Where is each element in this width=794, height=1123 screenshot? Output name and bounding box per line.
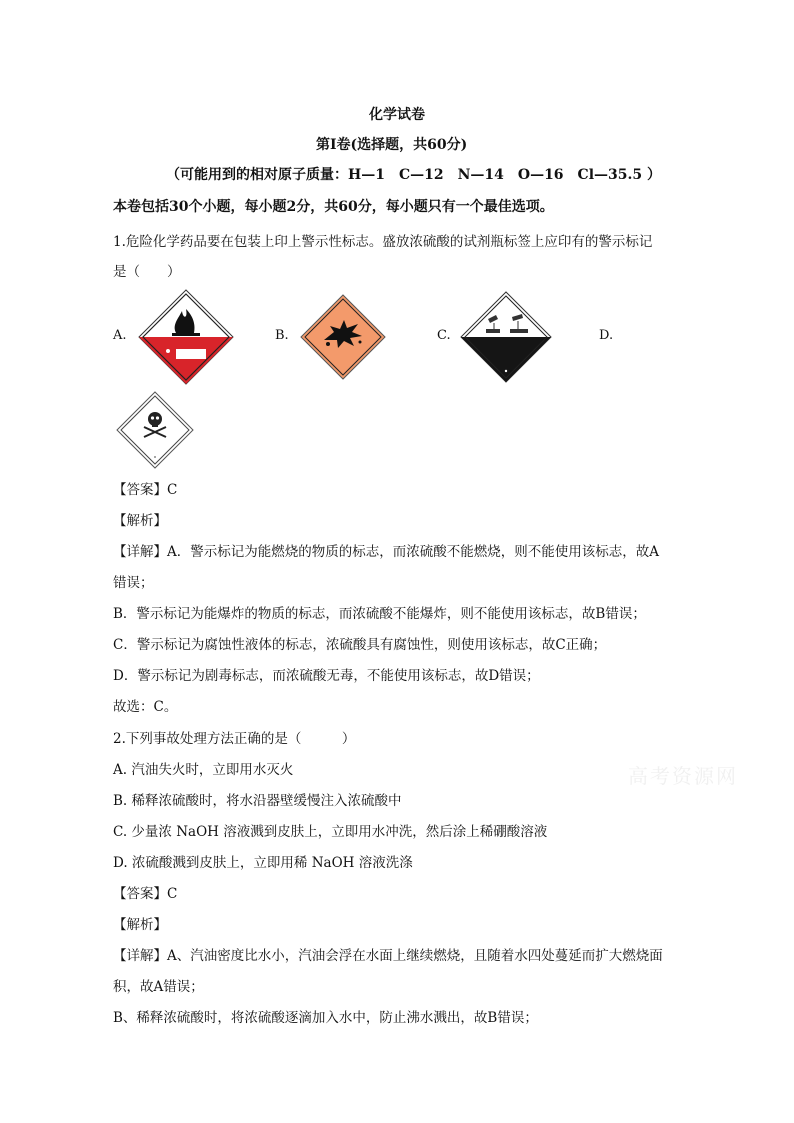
q2-option-c: C. 少量浓 NaOH 溶液溅到皮肤上，立即用水冲洗，然后涂上稀硼酸溶液: [113, 824, 548, 840]
q2-answer: 【答案】C: [113, 886, 178, 902]
q1-stem-line2: 是（ ）: [113, 264, 181, 280]
corrosive-hazard-icon: [460, 291, 552, 383]
q1-option-d-label: D.: [599, 328, 614, 343]
page-title: 化学试卷: [369, 107, 425, 123]
q2-option-d: D. 浓硫酸溅到皮肤上，立即用稀 NaOH 溶液洗涤: [113, 855, 413, 871]
q2-detail-b: B、稀释浓硫酸时，将浓硫酸逐滴加入水中，防止沸水溅出，故B错误；: [113, 1010, 538, 1026]
watermark: 高考资源网: [628, 764, 738, 788]
q1-detail-b: B．警示标记为能爆炸的物质的标志，而浓硫酸不能爆炸，则不能使用该标志，故B错误；: [113, 606, 646, 622]
q2-analysis-label: 【解析】: [113, 917, 167, 933]
q2-detail-a-line2: 积，故A错误；: [113, 979, 204, 995]
section-title: 第Ⅰ卷(选择题，共60分): [316, 137, 468, 153]
q1-answer: 【答案】C: [113, 482, 178, 498]
q1-stem-line1: 1.危险化学药品要在包装上印上警示性标志。盛放浓硫酸的试剂瓶标签上应印有的警示标记: [113, 234, 653, 250]
q1-analysis-label: 【解析】: [113, 513, 167, 529]
instructions: 本卷包括30个小题，每小题2分，共60分，每小题只有一个最佳选项。: [113, 199, 554, 215]
q2-stem: 2.下列事故处理方法正确的是（ ）: [113, 731, 356, 747]
q2-option-b: B. 稀释浓硫酸时，将水沿器壁缓慢注入浓硫酸中: [113, 793, 402, 809]
q1-detail-d: D．警示标记为剧毒标志，而浓硫酸无毒，不能使用该标志，故D错误；: [113, 668, 540, 684]
q2-detail-a-line1: 【详解】A、汽油密度比水小，汽油会浮在水面上继续燃烧，且随着水四处蔓延而扩大燃烧面: [113, 948, 663, 964]
toxic-hazard-icon: [116, 391, 194, 469]
q1-option-b-label: B.: [275, 328, 289, 343]
q1-option-c-label: C.: [437, 328, 451, 343]
q1-option-a-label: A.: [113, 328, 127, 343]
q1-conclusion: 故选：C。: [113, 699, 178, 715]
q1-detail-a-line1: 【详解】A．警示标记为能燃烧的物质的标志，而浓硫酸不能燃烧，则不能使用该标志，故A: [113, 544, 659, 560]
explosive-hazard-icon: [300, 294, 386, 380]
atomic-masses: （可能用到的相对原子质量：H—1 C—12 N—14 O—16 Cl—35.5 ）: [166, 167, 661, 183]
flammable-hazard-icon: [138, 289, 234, 385]
q1-detail-a-line2: 错误；: [113, 575, 154, 591]
q2-option-a: A. 汽油失火时，立即用水灭火: [113, 762, 294, 778]
q1-detail-c: C．警示标记为腐蚀性液体的标志，浓硫酸具有腐蚀性，则使用该标志，故C正确；: [113, 637, 607, 653]
